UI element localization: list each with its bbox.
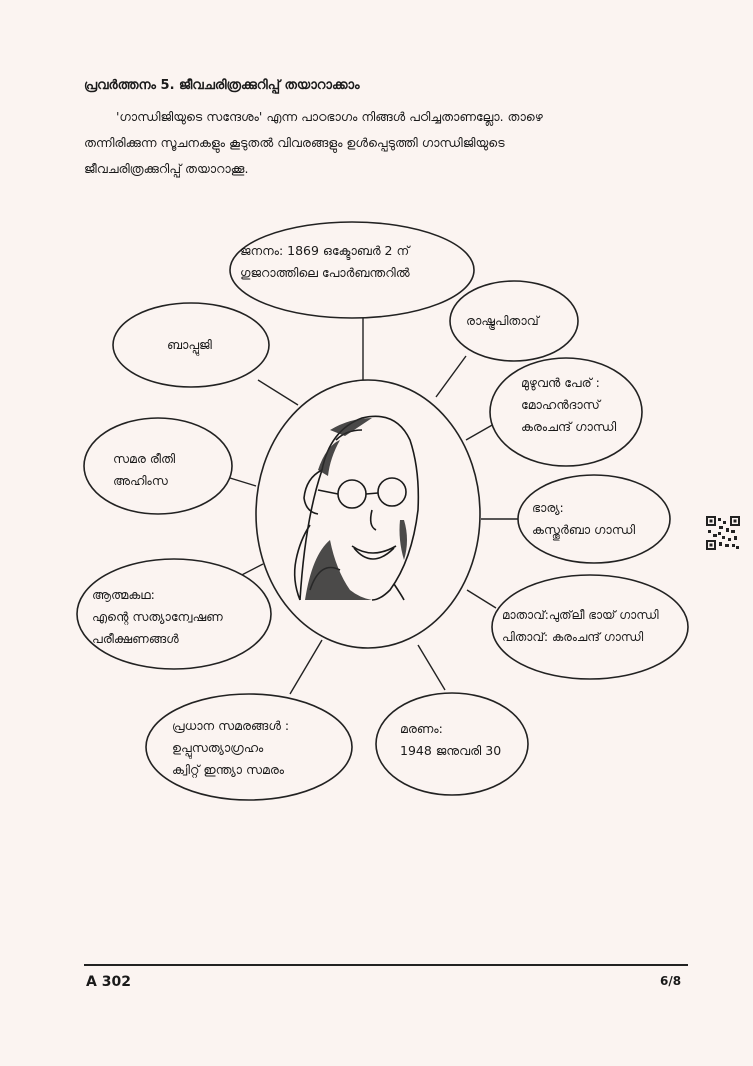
paragraph-line-3: ജീവചരിത്രക്കുറിപ്പ് തയാറാക്കൂ. bbox=[84, 161, 249, 176]
full-name-title: മുഴുവൻ പേര് : bbox=[521, 375, 600, 390]
autobiography-name-1: എന്റെ സത്യാന്വേഷണ bbox=[92, 609, 223, 624]
paragraph-line-1: 'ഗാന്ധിജിയുടെ സന്ദേശം' എന്ന പാഠഭാഗം നിങ്ങൾ പഠിച്ചതാണല്ലോ. താഴെ bbox=[116, 109, 543, 124]
connector-father-of-nation bbox=[436, 356, 466, 397]
method-value: അഹിംസ bbox=[113, 473, 168, 488]
bubble-bapuji-text bbox=[167, 334, 212, 356]
death-title: മരണം: bbox=[400, 721, 443, 736]
bubble-autobiography-text bbox=[92, 584, 223, 650]
page-number: 6/8 bbox=[660, 974, 682, 988]
autobiography-title: ആത്മകഥ: bbox=[92, 587, 155, 602]
full-name-rest: കരംചന്ദ് ഗാന്ധി bbox=[521, 419, 617, 434]
paper-code: A 302 bbox=[86, 974, 131, 990]
full-name-first: മോഹൻദാസ് bbox=[521, 397, 600, 412]
method-title: സമര രീതി bbox=[113, 451, 176, 466]
struggles-title: പ്രധാന സമരങ്ങൾ : bbox=[172, 718, 290, 733]
bubble-death-text bbox=[400, 718, 501, 762]
death-date: 1948 ജനുവരി 30 bbox=[400, 743, 502, 758]
qr-code-icon bbox=[706, 516, 740, 550]
paragraph-line-2: തന്നിരിക്കുന്ന സൂചനകളും കൂടുതൽ വിവരങ്ങളും ഉൾപ്പെടുത്തി ഗാന്ധിജിയുടെ bbox=[84, 135, 505, 150]
bubble-struggles-text bbox=[172, 715, 289, 781]
autobiography-name-2: പരീക്ഷണങ്ങൾ bbox=[92, 631, 179, 646]
birth-place: ഗുജറാത്തിലെ പോർബന്തറിൽ bbox=[240, 265, 410, 280]
birth-date: ജനനം: 1869 ഒക്ടോബർ 2 ന് bbox=[240, 243, 410, 258]
struggle-salt-satyagraha: ഉപ്പുസത്യാഗ്രഹം bbox=[172, 740, 264, 755]
bubble-method-text bbox=[113, 448, 175, 492]
connector-parents bbox=[467, 590, 496, 608]
father-name: പിതാവ്: കരംചന്ദ് ഗാന്ധി bbox=[502, 630, 644, 644]
connector-death bbox=[418, 645, 445, 690]
wife-title: ഭാര്യ: bbox=[532, 500, 564, 515]
bubble-birth-text bbox=[240, 240, 410, 284]
connector-bapuji bbox=[258, 380, 298, 405]
bubble-father-of-nation-text bbox=[466, 310, 539, 332]
activity-heading: പ്രവർത്തനം 5. ജീവചരിത്രക്കുറിപ്പ് തയാറാക്കാം bbox=[84, 78, 360, 93]
bubble-parents-text bbox=[502, 604, 659, 648]
connector-full-name bbox=[466, 424, 494, 440]
connector-struggles bbox=[290, 640, 322, 694]
footer-divider bbox=[84, 964, 688, 966]
mother-name: മാതാവ്:പുത്‌ലീ ഭായ് ഗാന്ധി bbox=[502, 608, 659, 622]
wife-name: കസ്തൂർബാ ഗാന്ധി bbox=[532, 522, 636, 537]
father-of-nation-label: രാഷ്ട്രപിതാവ് bbox=[466, 313, 539, 328]
connector-method bbox=[230, 478, 256, 486]
struggle-quit-india: ക്വിറ്റ് ഇന്ത്യാ സമരം bbox=[172, 762, 285, 777]
bapuji-label: ബാപ്പുജി bbox=[167, 337, 212, 352]
bubble-wife-text bbox=[532, 497, 635, 541]
bubble-full-name-text bbox=[521, 372, 616, 438]
